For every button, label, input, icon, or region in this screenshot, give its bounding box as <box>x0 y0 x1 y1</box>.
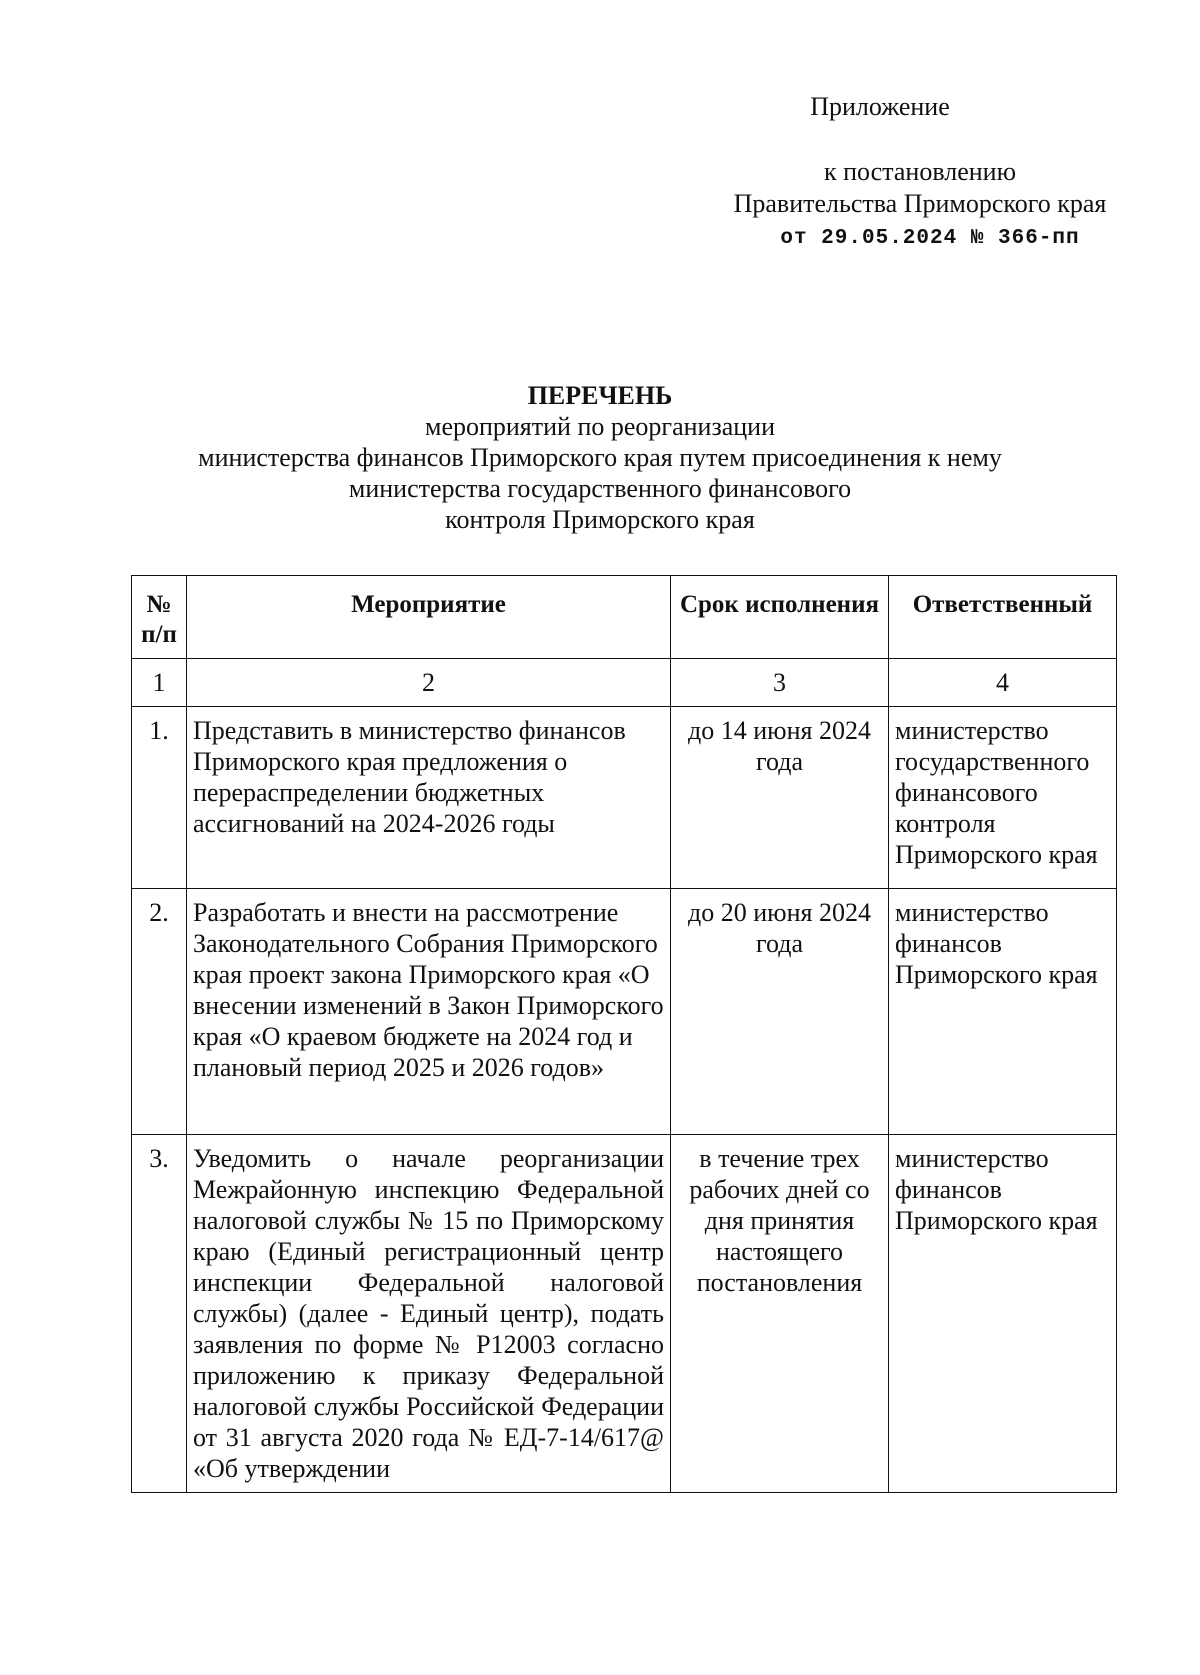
row-activity: Разработать и внести на рассмотрение Законодательного Собрания Приморского края проект закона Приморского края «О внесении изменений в Закон Приморского края «О краевом бюджете на 2024 год и плановый период 2025 и 2026 годов» <box>187 889 671 1135</box>
row-term: до 20 июня 2024 года <box>671 889 889 1135</box>
table-header-row <box>132 576 1117 659</box>
document-heading <box>120 380 1080 535</box>
appendix-title: Приложение <box>810 92 950 121</box>
row-number: 3. <box>132 1135 187 1493</box>
table-row <box>132 707 1117 889</box>
row-number: 1. <box>132 707 187 889</box>
heading-line-1: мероприятий по реорганизации <box>424 412 775 441</box>
row-term: в течение трех рабочих дней со дня принятия настоящего постановления <box>671 1135 889 1493</box>
heading-line-4: контроля Приморского края <box>445 505 755 534</box>
header-responsible: Ответственный <box>889 576 1117 659</box>
appendix-line-2: Правительства Приморского края <box>733 189 1107 218</box>
row-responsible: министерство финансов Приморского края <box>889 1135 1117 1493</box>
heading-main: ПЕРЕЧЕНЬ <box>527 381 673 410</box>
row-responsible: министерство государственного финансового контроля Приморского края <box>889 707 1117 889</box>
header-no: № п/п <box>132 576 187 659</box>
registration-number: от 29.05.2024 № 366-пп <box>780 227 1080 250</box>
table-row <box>132 1135 1117 1493</box>
row-activity: Уведомить о начале реорганизации Межрайонную инспекцию Федеральной налоговой службы № 15 по Приморскому краю (Единый регистрационный центр инспекции Федеральной налоговой службы) (далее - Единый центр), подать заявления по форме № Р12003 согласно приложению к приказу Федеральной налоговой службы Российской Федерации от 31 августа 2020 года № ЕД-7-14/617@ «Об утверждении <box>187 1135 671 1493</box>
row-responsible: министерство финансов Приморского края <box>889 889 1117 1135</box>
row-activity: Представить в министерство финансов Приморского края предложения о перераспределении бюджетных ассигнований на 2024-2026 годы <box>187 707 671 889</box>
column-number-row <box>132 659 1117 707</box>
column-number: 3 <box>671 659 889 707</box>
table-row <box>132 889 1117 1135</box>
heading-line-2: министерства финансов Приморского края путем присоединения к нему <box>198 443 1002 472</box>
appendix-line-1: к постановлению <box>823 157 1017 186</box>
header-term: Срок исполнения <box>671 576 889 659</box>
heading-line-3: министерства государственного финансового <box>348 474 852 503</box>
row-term: до 14 июня 2024 года <box>671 707 889 889</box>
column-number: 2 <box>187 659 671 707</box>
column-number: 1 <box>132 659 187 707</box>
column-number: 4 <box>889 659 1117 707</box>
header-activity: Мероприятие <box>187 576 671 659</box>
activities-table <box>131 575 1117 1493</box>
row-number: 2. <box>132 889 187 1135</box>
